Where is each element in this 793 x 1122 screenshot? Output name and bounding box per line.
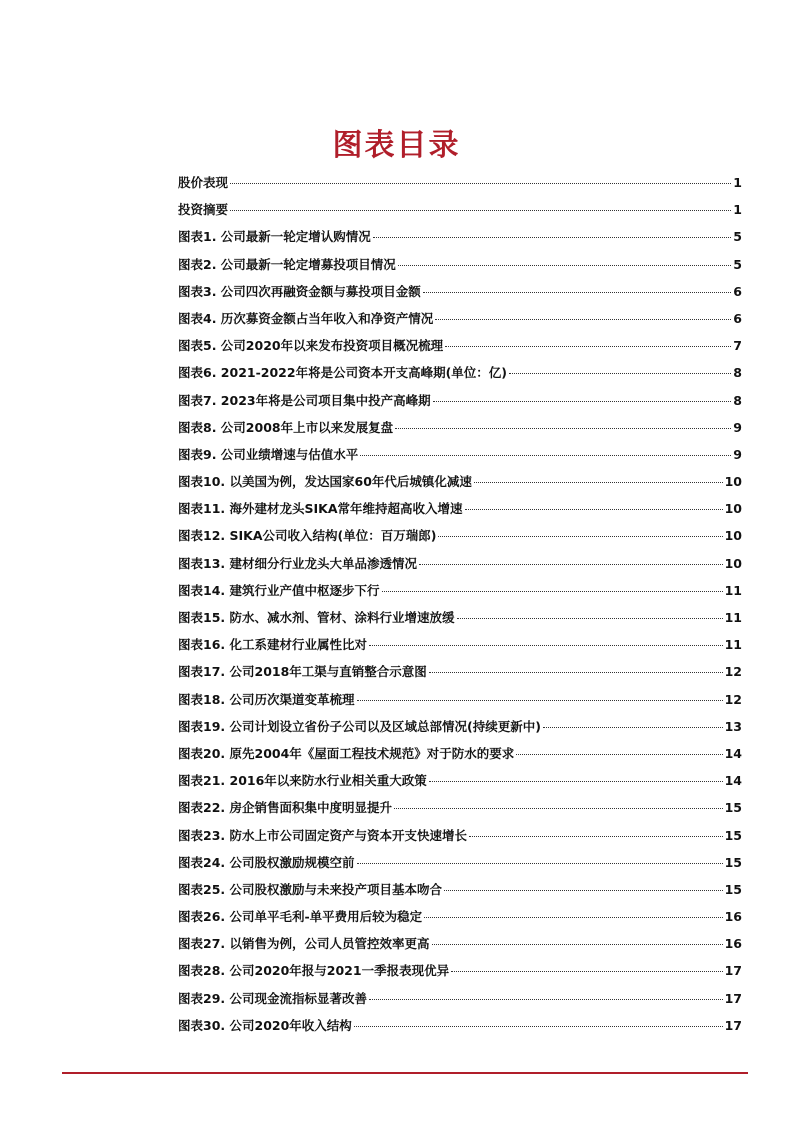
toc-entry-page: 5	[733, 256, 742, 272]
toc-entry-label: 图表29. 公司现金流指标显著改善	[178, 990, 367, 1006]
toc-entry[interactable]	[178, 200, 742, 227]
toc-entry-label: 图表2. 公司最新一轮定增募投项目情况	[178, 256, 396, 272]
toc-entry[interactable]	[178, 907, 742, 934]
toc-entry[interactable]	[178, 934, 742, 961]
toc-entry-page: 15	[724, 800, 742, 816]
toc-entry-page: 12	[724, 664, 742, 680]
toc-entry-label: 图表18. 公司历次渠道变革梳理	[178, 691, 355, 707]
toc-entry[interactable]	[178, 961, 742, 988]
toc-entry-page: 5	[733, 229, 742, 245]
dot-leader	[360, 455, 731, 456]
dot-leader	[398, 265, 731, 266]
toc-entry-page: 17	[724, 990, 742, 1006]
toc-entry-page: 14	[724, 745, 742, 761]
toc-entry-label: 图表26. 公司单平毛利-单平费用后较为稳定	[178, 909, 423, 925]
toc-entry[interactable]	[178, 499, 742, 526]
toc-entry-label: 图表20. 原先2004年《屋面工程技术规范》对于防水的要求	[178, 745, 515, 761]
toc-entry-page: 11	[724, 610, 742, 625]
toc-entry-label: 图表10. 以美国为例，发达国家60年代后城镇化减速	[178, 474, 472, 490]
toc-entry[interactable]	[178, 391, 742, 418]
toc-entry-page: 13	[724, 718, 742, 734]
toc-entry-page: 6	[733, 283, 742, 299]
toc-entry-page: 8	[733, 392, 742, 408]
dot-leader	[357, 700, 723, 701]
toc-entry-label: 图表8. 公司2008年上市以来发展复盘	[178, 419, 394, 435]
toc-entry[interactable]	[178, 1016, 742, 1043]
toc-entry-label: 投资摘要	[178, 202, 229, 218]
toc-entry[interactable]	[178, 554, 742, 581]
toc-entry[interactable]	[178, 690, 742, 717]
toc-entry-page: 9	[733, 419, 742, 435]
toc-entry-label: 图表23. 防水上市公司固定资产与资本开支快速增长	[178, 827, 467, 843]
toc-entry-label: 图表22. 房企销售面积集中度明显提升	[178, 800, 392, 816]
toc-entry[interactable]	[178, 826, 742, 853]
toc-entry[interactable]	[178, 173, 742, 200]
dot-leader	[438, 536, 722, 537]
toc-entry-page: 10	[724, 528, 742, 544]
toc-entry[interactable]	[178, 526, 742, 553]
dot-leader	[419, 564, 723, 565]
dot-leader	[394, 808, 723, 809]
toc-entry-label: 图表5. 公司2020年以来发布投资项目概况梳理	[178, 338, 444, 354]
toc-entry-page: 16	[724, 909, 742, 925]
toc-entry-label: 图表25. 公司股权激励与未来投产项目基本吻合	[178, 881, 442, 897]
toc-entry[interactable]	[178, 853, 742, 880]
dot-leader	[354, 1026, 723, 1027]
dot-leader	[469, 836, 723, 837]
dot-leader	[516, 754, 722, 755]
footer-rule	[62, 1072, 748, 1074]
toc-entry-label: 图表30. 公司2020年收入结构	[178, 1017, 352, 1033]
toc-entry-page: 8	[733, 365, 742, 381]
dot-leader	[429, 781, 723, 782]
toc-entry-page: 1	[733, 202, 742, 218]
dot-leader	[435, 319, 731, 320]
toc-entry-label: 图表4. 历次募资金额占当年收入和净资产情况	[178, 310, 434, 326]
toc-entry-label: 图表1. 公司最新一轮定增认购情况	[178, 229, 371, 245]
toc-entry-page: 11	[724, 582, 742, 598]
toc-entry-label: 图表19. 公司计划设立省份子公司以及区域总部情况(持续更新中)	[178, 718, 541, 734]
toc-entry[interactable]	[178, 771, 742, 798]
toc-entry-page: 10	[724, 474, 742, 490]
toc-entry-page: 17	[724, 963, 742, 979]
toc-entry-label: 图表15. 防水、减水剂、管材、涂料行业增速放缓	[178, 610, 455, 625]
dot-leader	[451, 971, 723, 972]
toc-entry[interactable]	[178, 227, 742, 254]
toc-entry-page: 15	[724, 854, 742, 870]
toc-entry[interactable]	[178, 581, 742, 608]
toc-entry-page: 17	[724, 1017, 742, 1033]
toc-entry[interactable]	[178, 309, 742, 336]
toc-entry[interactable]	[178, 336, 742, 363]
toc-entry[interactable]	[178, 662, 742, 689]
toc-entry[interactable]	[178, 255, 742, 282]
dot-leader	[509, 373, 731, 374]
dot-leader	[433, 401, 732, 402]
toc-entry[interactable]	[178, 880, 742, 907]
dot-leader	[445, 346, 731, 347]
toc-entry-label: 图表24. 公司股权激励规模空前	[178, 854, 355, 870]
dot-leader	[230, 210, 731, 211]
toc-entry[interactable]	[178, 798, 742, 825]
dot-leader	[474, 482, 723, 483]
toc-entry-page: 15	[724, 827, 742, 843]
toc-entry-page: 10	[724, 501, 742, 517]
dot-leader	[543, 727, 723, 728]
dot-leader	[457, 618, 723, 619]
toc-entry-label: 图表16. 化工系建材行业属性比对	[178, 637, 367, 653]
toc-entry-page: 10	[724, 555, 742, 571]
toc-entry-page: 6	[733, 310, 742, 326]
dot-leader	[432, 944, 723, 945]
toc-entry[interactable]	[178, 363, 742, 390]
dot-leader	[395, 428, 731, 429]
toc-entry-page: 12	[724, 691, 742, 707]
dot-leader	[465, 509, 723, 510]
toc-entry-page: 7	[733, 338, 742, 354]
toc-entry[interactable]	[178, 744, 742, 771]
page-title: 图表目录	[332, 128, 461, 163]
dot-leader	[429, 672, 723, 673]
toc-entry[interactable]	[178, 472, 742, 499]
toc-entry-label: 图表7. 2023年将是公司项目集中投产高峰期	[178, 392, 431, 408]
toc-entry[interactable]	[178, 418, 742, 445]
dot-leader	[424, 917, 722, 918]
dot-leader	[357, 863, 723, 864]
dot-leader	[369, 999, 723, 1000]
toc-entry[interactable]	[178, 989, 742, 1016]
toc-entry-label: 图表9. 公司业绩增速与估值水平	[178, 446, 359, 462]
toc-entry-label: 股价表现	[178, 175, 229, 190]
toc-entry[interactable]	[178, 608, 742, 635]
toc-entry-page: 11	[724, 637, 742, 653]
dot-leader	[382, 591, 723, 592]
toc-entry-page: 15	[724, 881, 742, 897]
toc-entry[interactable]	[178, 635, 742, 662]
toc-entry-label: 图表21. 2016年以来防水行业相关重大政策	[178, 773, 427, 789]
dot-leader	[423, 292, 731, 293]
toc-entry[interactable]	[178, 282, 742, 309]
toc-entry-page: 14	[724, 773, 742, 789]
toc-entry-label: 图表17. 公司2018年工渠与直销整合示意图	[178, 664, 427, 680]
dot-leader	[373, 237, 731, 238]
toc-entry-label: 图表3. 公司四次再融资金额与募投项目金额	[178, 283, 421, 299]
toc-entry-label: 图表12. SIKA公司收入结构(单位：百万瑞郎)	[178, 528, 437, 544]
dot-leader	[369, 645, 723, 646]
toc-entry-page: 16	[724, 936, 742, 952]
dot-leader	[444, 890, 723, 891]
toc-entry-label: 图表28. 公司2020年报与2021一季报表现优异	[178, 963, 450, 979]
toc-entry-page: 9	[733, 446, 742, 462]
toc-entry[interactable]	[178, 445, 742, 472]
toc-entry-label: 图表27. 以销售为例，公司人员管控效率更高	[178, 936, 430, 952]
toc-entry-page: 1	[733, 175, 742, 190]
dot-leader	[230, 183, 731, 184]
toc-entry-label: 图表11. 海外建材龙头SIKA常年维持超高收入增速	[178, 501, 463, 517]
toc-entry[interactable]	[178, 717, 742, 744]
toc-entry-label: 图表14. 建筑行业产值中枢逐步下行	[178, 582, 380, 598]
toc-entry-label: 图表6. 2021-2022年将是公司资本开支高峰期(单位：亿)	[178, 365, 507, 381]
toc-list	[178, 173, 742, 1043]
toc-entry-label: 图表13. 建材细分行业龙头大单品渗透情况	[178, 555, 417, 571]
